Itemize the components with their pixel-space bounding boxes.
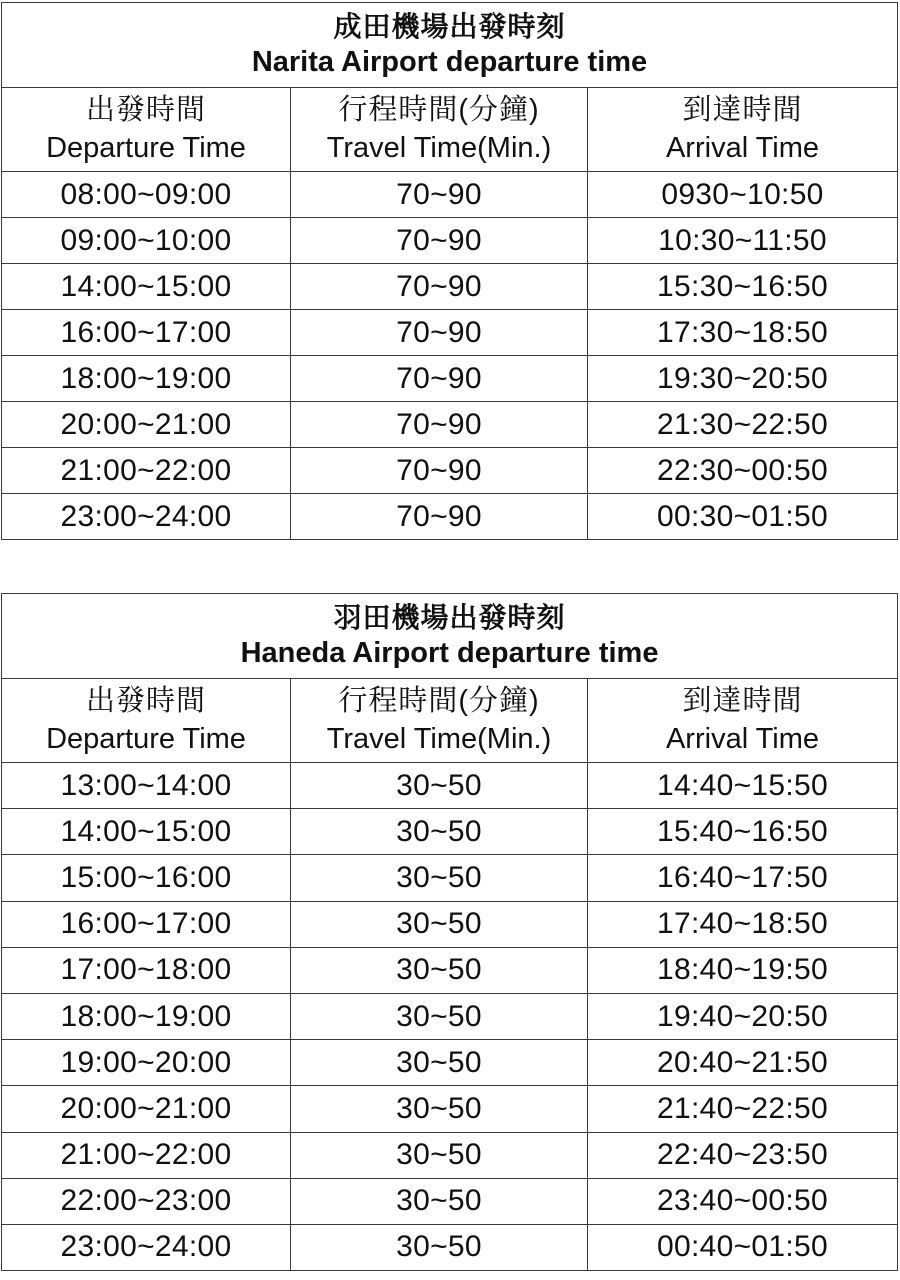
arrival-cell: 19:40~20:50 [588,993,898,1039]
arrival-cell: 14:40~15:50 [588,763,898,809]
table-row [2,1040,898,1086]
header-en-label: Travel Time(Min.) [326,722,552,755]
travel-time-cell: 30~50 [291,901,588,947]
arrival-cell: 17:40~18:50 [588,901,898,947]
departure-cell: 09:00~10:00 [2,218,291,264]
arrival-cell: 00:30~01:50 [588,494,898,540]
departure-cell: 16:00~17:00 [2,901,291,947]
table-row [2,402,898,448]
narita-title-zh: 成田機場出發時刻 [333,11,566,43]
travel-time-cell: 30~50 [291,809,588,855]
arrival-cell: 22:40~23:50 [588,1132,898,1178]
table-row [2,494,898,540]
table-row [2,947,898,993]
travel-time-cell: 70~90 [291,494,588,540]
travel-time-cell: 30~50 [291,947,588,993]
header-en-label: Departure Time [46,131,246,164]
table-row [2,809,898,855]
travel-time-cell: 70~90 [291,402,588,448]
arrival-cell: 00:40~01:50 [588,1224,898,1270]
travel-time-cell: 30~50 [291,855,588,901]
header-zh-label: 出發時間 [85,93,206,126]
narita-header-arrival [588,88,898,172]
travel-time-cell: 30~50 [291,763,588,809]
header-zh-label: 行程時間(分鐘) [338,93,540,126]
departure-cell: 19:00~20:00 [2,1040,291,1086]
departure-cell: 21:00~22:00 [2,1132,291,1178]
travel-time-cell: 30~50 [291,1132,588,1178]
narita-header-departure [2,88,291,172]
arrival-cell: 17:30~18:50 [588,310,898,356]
departure-cell: 18:00~19:00 [2,993,291,1039]
haneda-title-zh: 羽田機場出發時刻 [333,602,566,634]
travel-time-cell: 30~50 [291,993,588,1039]
header-zh-label: 行程時間(分鐘) [338,684,540,717]
narita-title-en: Narita Airport departure time [251,46,648,79]
header-en-label: Travel Time(Min.) [326,131,552,164]
travel-time-cell: 70~90 [291,218,588,264]
departure-cell: 23:00~24:00 [2,494,291,540]
departure-cell: 13:00~14:00 [2,763,291,809]
table-row [2,1224,898,1270]
haneda-table-title [2,594,898,679]
arrival-cell: 18:40~19:50 [588,947,898,993]
travel-time-cell: 70~90 [291,264,588,310]
arrival-cell: 15:30~16:50 [588,264,898,310]
haneda-header-travel-time [291,679,588,763]
arrival-cell: 0930~10:50 [588,172,898,218]
table-row [2,763,898,809]
header-en-label: Arrival Time [665,131,820,164]
travel-time-cell: 30~50 [291,1040,588,1086]
table-row [2,356,898,402]
travel-time-cell: 70~90 [291,172,588,218]
arrival-cell: 21:30~22:50 [588,402,898,448]
table-row [2,1132,898,1178]
departure-cell: 16:00~17:00 [2,310,291,356]
header-zh-label: 到達時間 [682,684,803,717]
departure-cell: 20:00~21:00 [2,1086,291,1132]
header-zh-label: 到達時間 [682,93,803,126]
haneda-header-arrival [588,679,898,763]
travel-time-cell: 70~90 [291,448,588,494]
arrival-cell: 23:40~00:50 [588,1178,898,1224]
arrival-cell: 20:40~21:50 [588,1040,898,1086]
haneda-title-en: Haneda Airport departure time [240,637,659,670]
departure-cell: 14:00~15:00 [2,264,291,310]
arrival-cell: 22:30~00:50 [588,448,898,494]
travel-time-cell: 70~90 [291,310,588,356]
departure-cell: 20:00~21:00 [2,402,291,448]
departure-cell: 21:00~22:00 [2,448,291,494]
travel-time-cell: 30~50 [291,1178,588,1224]
departure-cell: 18:00~19:00 [2,356,291,402]
arrival-cell: 21:40~22:50 [588,1086,898,1132]
table-row [2,1086,898,1132]
header-zh-label: 出發時間 [85,684,206,717]
narita-header-travel-time [291,88,588,172]
arrival-cell: 10:30~11:50 [588,218,898,264]
departure-cell: 08:00~09:00 [2,172,291,218]
table-row [2,264,898,310]
arrival-cell: 19:30~20:50 [588,356,898,402]
haneda-departure-table [1,593,898,1271]
table-row [2,448,898,494]
table-row [2,172,898,218]
table-row [2,901,898,947]
table-row [2,1178,898,1224]
travel-time-cell: 30~50 [291,1224,588,1270]
narita-departure-table [1,2,898,540]
departure-cell: 22:00~23:00 [2,1178,291,1224]
table-row [2,310,898,356]
departure-cell: 14:00~15:00 [2,809,291,855]
table-row [2,855,898,901]
travel-time-cell: 70~90 [291,356,588,402]
haneda-header-departure [2,679,291,763]
arrival-cell: 16:40~17:50 [588,855,898,901]
header-en-label: Arrival Time [665,722,820,755]
narita-table-title [2,3,898,88]
departure-cell: 23:00~24:00 [2,1224,291,1270]
arrival-cell: 15:40~16:50 [588,809,898,855]
table-row [2,993,898,1039]
travel-time-cell: 30~50 [291,1086,588,1132]
departure-cell: 15:00~16:00 [2,855,291,901]
departure-cell: 17:00~18:00 [2,947,291,993]
table-row [2,218,898,264]
header-en-label: Departure Time [46,722,246,755]
